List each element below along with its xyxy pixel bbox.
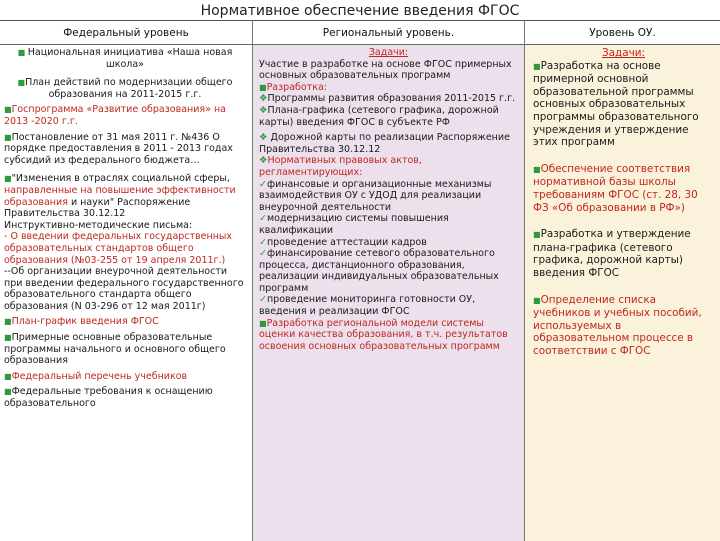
regional-item: ❖Нормативных правовых актов, регламентирующих: [259, 155, 422, 178]
diamond-bullet-icon: ❖ [259, 132, 268, 144]
federal-item: ■ Национальная инициатива «Наша новая школа» [17, 47, 233, 70]
federal-item: ■Примерные основные образовательные программы начального и основного общего образования [4, 332, 226, 367]
regional-item: ✓финансовые и организационные механизмы взаимодействия ОУ с УДОД для реализации внеурочной деятельности [259, 178, 492, 213]
diamond-bullet-icon: ❖ [259, 104, 268, 116]
header-federal: Федеральный уровень [0, 21, 253, 45]
regional-column [253, 45, 525, 541]
square-bullet-icon: ■ [4, 333, 12, 343]
school-item: ■Определение списка учебников и учебных пособий, используемых в образовательном процессе в соответствии с ФГОС [533, 293, 702, 357]
page-title: Нормативное обеспечение введения ФГОС [200, 3, 520, 19]
regional-item: ✓проведение мониторинга готовности ОУ, введения и реализации ФГОС [259, 294, 476, 318]
check-bullet-icon: ✓ [259, 236, 267, 248]
check-bullet-icon: ✓ [259, 178, 267, 190]
square-bullet-icon: ■ [4, 317, 12, 327]
square-bullet-icon: ■ [533, 230, 541, 240]
school-item: ■Обеспечение соответствия нормативной базы школы требованиям ФГОС (ст. 28, 30 ФЗ «Об образовании в РФ») [533, 162, 698, 214]
federal-item: ■Постановление от 31 мая 2011 г. №436 О порядке предоставления в 2011 - 2013 годах субсидий из федерального бюджета… [4, 131, 233, 166]
federal-item: ■"Изменения в отраслях социальной сферы, направленные на повышение эффективности образования и науки" Распоряжение Правительства 30.12.12 [4, 173, 236, 220]
square-bullet-icon: ■ [4, 371, 12, 381]
diamond-bullet-icon: ❖ [259, 93, 268, 105]
regional-item: Участие в разработке на основе ФГОС примерных основных образовательных программ [259, 58, 512, 82]
square-bullet-icon: ■ [533, 61, 541, 71]
header-school: Уровень ОУ. [525, 21, 720, 45]
square-bullet-icon: ■ [533, 164, 541, 174]
federal-item: Инструктивно-методические письма: [4, 219, 193, 231]
federal-item: ■Федеральный перечень учебников [4, 370, 188, 382]
check-bullet-icon: ✓ [259, 248, 267, 260]
regional-item: ❖ Дорожной карты по реализации Распоряжение Правительства 30.12.12 [259, 132, 510, 155]
square-bullet-icon: ■ [17, 78, 26, 88]
school-item: ■Разработка на основе примерной основной образовательной программы основных образовательных программы образовательного учреждения и утверждение этих программ [533, 59, 699, 149]
regional-item: ✓финансирование сетевого образовательного процесса, дистанционного образования, реализации индивидуальных образовательных программ [259, 248, 499, 294]
federal-item: ■План-график введения ФГОС [4, 316, 159, 328]
square-bullet-icon: ■ [17, 48, 28, 57]
federal-item: ■Госпрограмма «Развитие образования» на 2013 -2020 г.г. [4, 104, 226, 127]
square-bullet-icon: ■ [4, 387, 12, 397]
square-bullet-icon: ■ [4, 132, 12, 142]
square-bullet-icon: ■ [4, 105, 12, 115]
regional-item: ■Разработка региональной модели системы оценки качества образования, в т.ч. результатов освоения основных образовательных программ [259, 317, 508, 352]
school-tasks-heading: Задачи: [602, 47, 645, 59]
check-bullet-icon: ✓ [259, 294, 267, 306]
federal-column [0, 45, 253, 541]
square-bullet-icon: ■ [259, 318, 267, 328]
regional-item: ❖Программы развития образования 2011-2015 г.г. [259, 93, 516, 105]
school-column [525, 45, 720, 541]
federal-item: --Об организации внеурочной деятельности при введении федерального государственного образовательного стандарта общего образования (N 03-296 от 12 мая 2011г) [4, 266, 244, 312]
square-bullet-icon: ■ [533, 295, 541, 305]
regional-item: ❖Плана-графика (сетевого графика, дорожной карты) введения ФГОС в субъекте РФ [259, 104, 499, 128]
square-bullet-icon: ■ [4, 174, 12, 184]
federal-item: ■План действий по модернизации общего образования на 2011-2015 г.г. [17, 77, 233, 100]
regional-item: ✓модернизацию системы повышения квалификации [259, 213, 449, 236]
check-bullet-icon: ✓ [259, 213, 267, 225]
federal-item: ■Федеральные требования к оснащению образовательного [4, 386, 213, 410]
federal-item: - О введении федеральных государственных образовательных стандартов общего образования (№03-255 от 19 апреля 2011г.) [4, 231, 233, 266]
diamond-bullet-icon: ❖ [259, 155, 268, 167]
regional-item: ✓проведение аттестации кадров [259, 236, 427, 248]
regional-item: ■Разработка: [259, 81, 327, 93]
square-bullet-icon: ■ [259, 82, 267, 92]
header-regional: Региональный уровень. [253, 21, 525, 45]
school-item: ■Разработка и утверждение плана-графика (сетевого графика, дорожной карты) введения ФГОС [533, 228, 691, 279]
standards-table [0, 20, 720, 541]
regional-tasks-heading: Задачи: [368, 47, 409, 58]
